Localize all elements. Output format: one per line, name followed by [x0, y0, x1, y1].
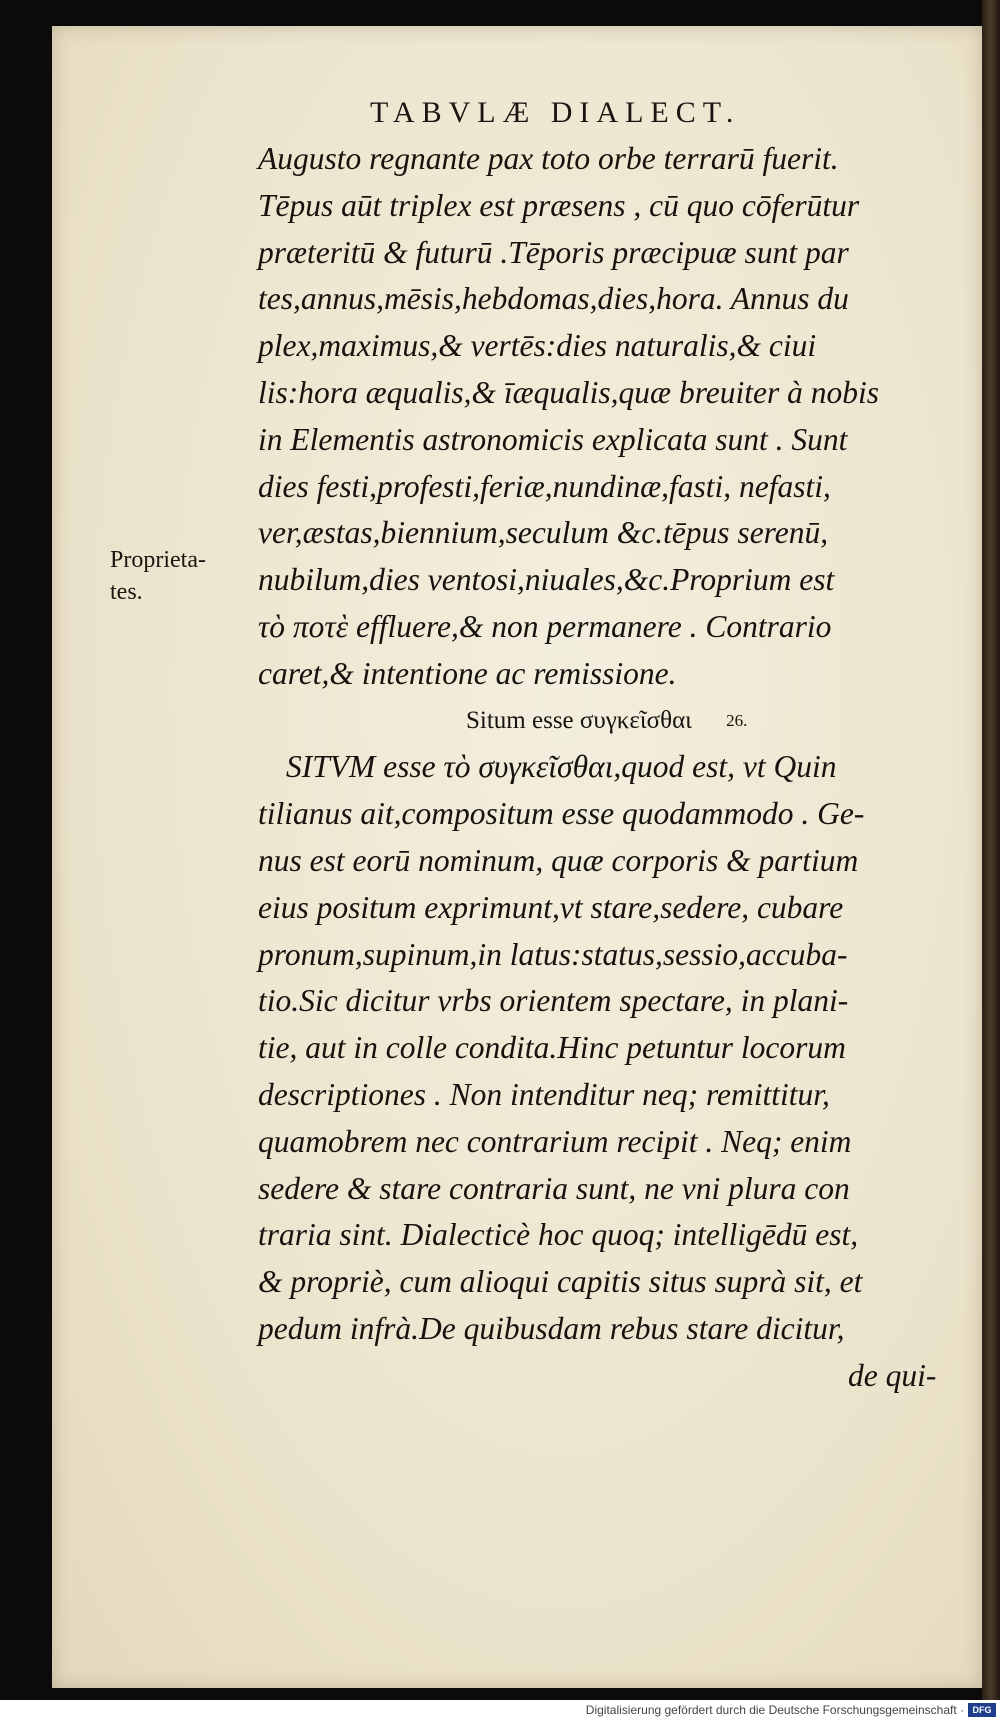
- text-line: Augusto regnante pax toto orbe terrarū fuerit.: [258, 141, 839, 176]
- text-line: pedum infrà.De quibusdam rebus stare dicitur,: [258, 1310, 845, 1346]
- section-number: 26.: [726, 710, 748, 730]
- text-line: tie, aut in colle condita.Hinc petuntur locorum: [258, 1030, 846, 1066]
- text-line: Tēpus aūt triplex est præsens , cū quo cōferūtur: [258, 187, 860, 223]
- margin-note-line: tes.: [110, 579, 143, 605]
- funding-notice: Digitalisierung gefördert durch die Deutsche Forschungsgemeinschaft ·: [585, 1703, 964, 1717]
- text-line: SITVM esse τὸ συγκεῖσθαι,quod est, vt Quin: [286, 749, 837, 785]
- text-line: ver,æstas,biennium,seculum &c.tēpus serenū,: [258, 515, 829, 551]
- text-line: eius positum exprimunt,vt stare,sedere, cubare: [258, 889, 844, 925]
- book-edge: [982, 0, 1000, 1700]
- text-line: traria sint. Dialecticè hoc quoq; intelligēdū est,: [258, 1217, 859, 1253]
- text-line: nus est eorū nominum, quæ corporis & partium: [258, 842, 859, 878]
- section-heading-text: Situm esse συγκεῖσθαι: [466, 706, 692, 734]
- text-line: plex,maximus,& vertēs:dies naturalis,& ciui: [258, 328, 817, 364]
- text-line: descriptiones . Non intenditur neq; remittitur,: [258, 1076, 830, 1112]
- dfg-logo: DFG: [968, 1703, 996, 1717]
- text-line: præteritū & futurū .Tēporis præcipuæ sunt par: [258, 234, 849, 270]
- running-head: TABVLÆ DIALECT.: [370, 96, 741, 129]
- text-line: & propriè, cum alioqui capitis situs suprà sit, et: [258, 1264, 863, 1300]
- text-line: τὸ ποτὲ effluere,& non permanere . Contrario: [258, 608, 832, 644]
- text-line: lis:hora æqualis,& īæqualis,quæ breuiter à nobis: [258, 374, 880, 410]
- body-text: [258, 136, 958, 1400]
- text-line: sedere & stare contraria sunt, ne vni plura con: [258, 1170, 850, 1206]
- text-line: dies festi,profesti,feriæ,nundinæ,fasti, nefasti,: [258, 468, 831, 504]
- margin-note-line: Proprieta-: [110, 547, 206, 573]
- footer-bar: [0, 1700, 1000, 1722]
- text-line: pronum,supinum,in latus:status,sessio,accuba-: [258, 936, 848, 972]
- section-heading: [258, 698, 958, 745]
- text-line: quamobrem nec contrarium recipit . Neq; enim: [258, 1123, 852, 1159]
- text-line: tes,annus,mēsis,hebdomas,dies,hora. Annus du: [258, 281, 849, 317]
- text-line: tilianus ait,compositum esse quodammodo . Ge-: [258, 796, 865, 832]
- text-line: caret,& intentione ac remissione.: [258, 655, 677, 691]
- catchword: de qui-: [848, 1357, 937, 1393]
- text-line: in Elementis astronomicis explicata sunt . Sunt: [258, 421, 848, 457]
- text-line: nubilum,dies ventosi,niuales,&c.Proprium est: [258, 562, 835, 598]
- margin-note: [110, 544, 206, 608]
- text-line: tio.Sic dicitur vrbs orientem spectare, in plani-: [258, 983, 849, 1019]
